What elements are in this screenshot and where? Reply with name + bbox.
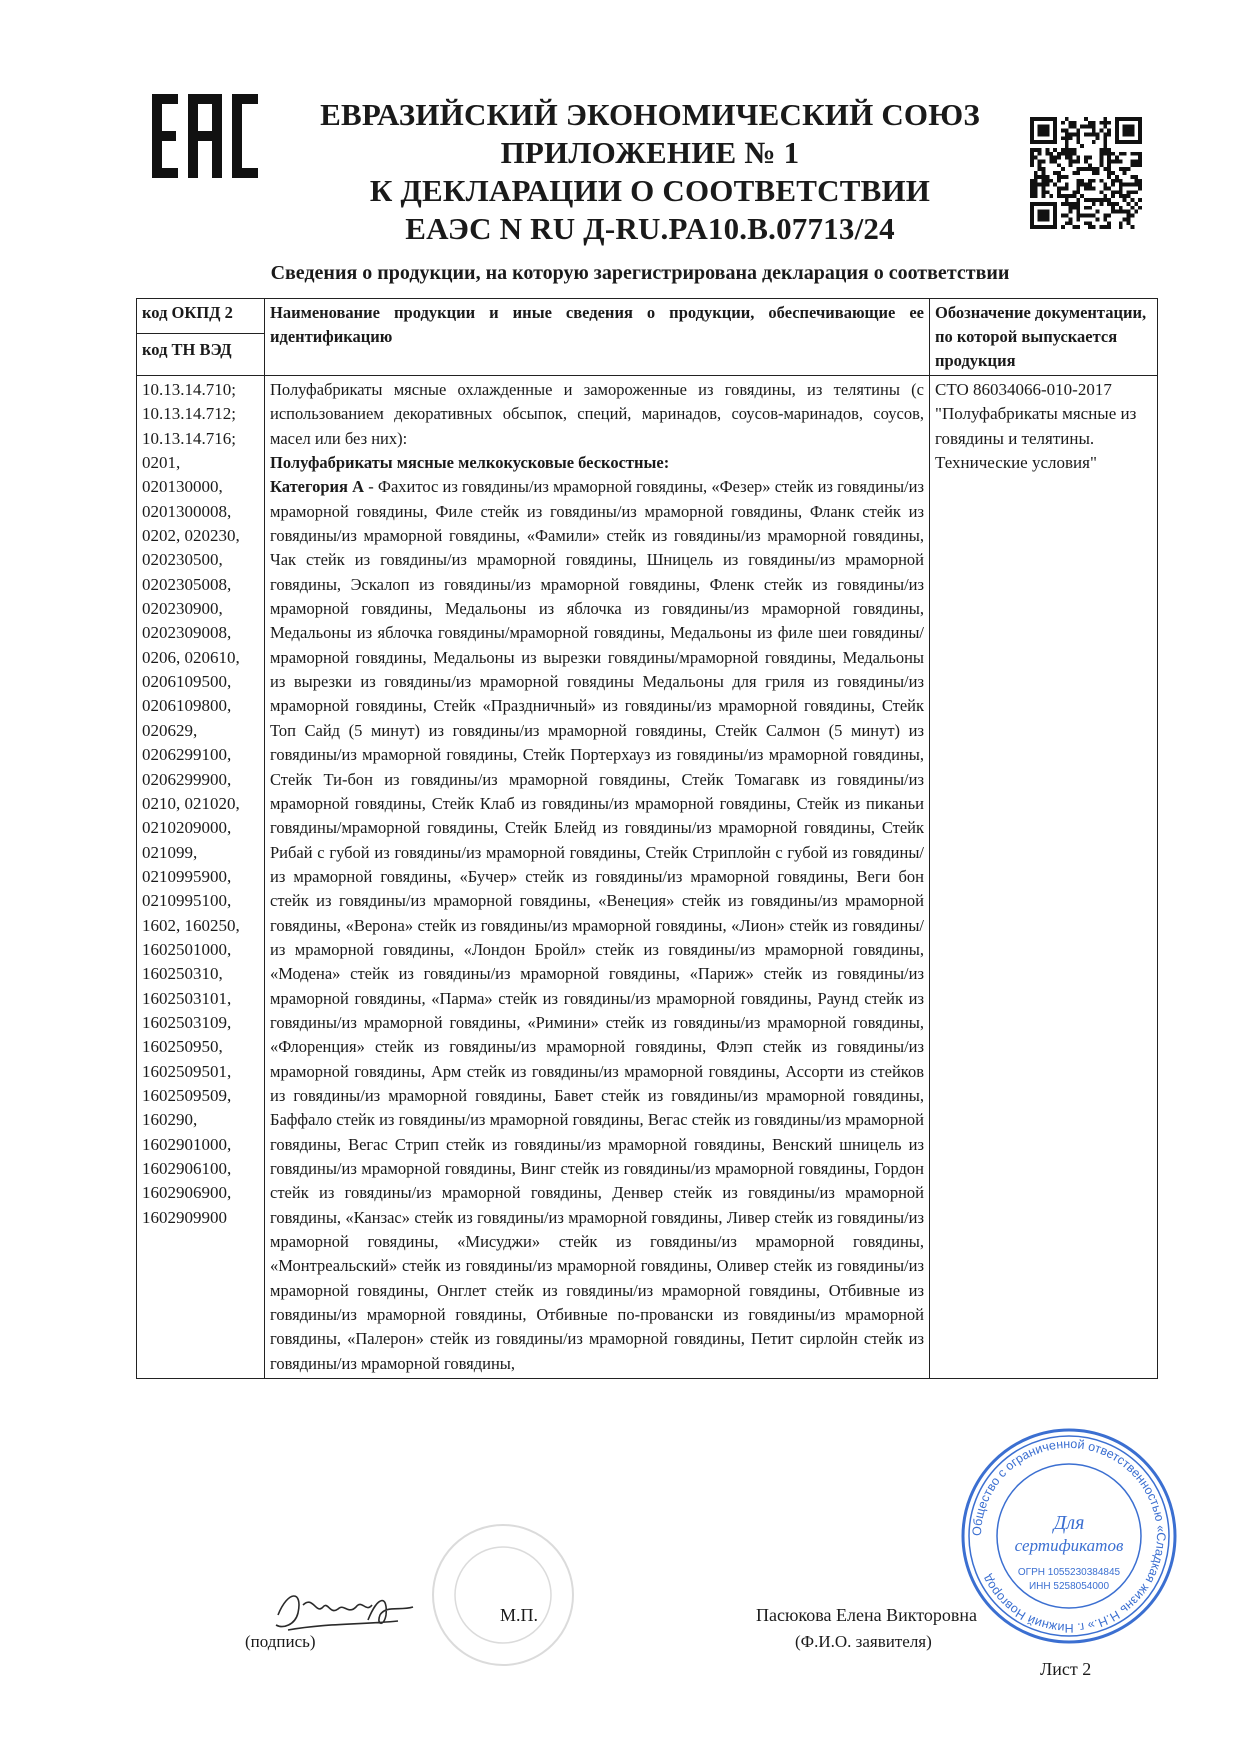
qr-code-icon [1027, 117, 1145, 229]
product-group-title: Полуфабрикаты мясные мелкокусковые бескостные: [270, 453, 670, 473]
category-label: Категория А [270, 477, 365, 497]
declaration-table [136, 298, 1158, 1379]
title-line-2: ПРИЛОЖЕНИЕ № 1 [500, 135, 800, 170]
table-row [137, 376, 1158, 1379]
title-line-1: ЕВРАЗИЙСКИЙ ЭКОНОМИЧЕСКИЙ СОЮЗ [320, 97, 980, 132]
company-stamp-icon [958, 1425, 1180, 1647]
product-description [265, 376, 930, 1379]
product-intro: Полуфабрикаты мясные охлажденные и замороженные из говядины, из телятины (с использованием декоративных обсыпок, специй, маринадов, соусов-маринадов, соусов, масел или без них): [270, 380, 924, 448]
eac-logo-icon [150, 90, 260, 182]
seal-placeholder: М.П. [500, 1605, 539, 1625]
signature-label: (подпись) [245, 1632, 316, 1651]
header-tnved: код ТН ВЭД [137, 333, 264, 362]
document-title [280, 96, 1020, 248]
product-category [270, 475, 924, 1376]
stamp-center-line1: Для [1053, 1512, 1085, 1534]
applicant-label: (Ф.И.О. заявителя) [795, 1632, 932, 1651]
stamp-ogrn: ОГРН 1055230384845 [1017, 1567, 1121, 1578]
product-codes: 10.13.14.710; 10.13.14.712; 10.13.14.716; 0201, 020130000, 0201300008, 0202, 020230, 020230500, 0202305008, 020230900, 0202309008, 0206, 020610, 0206109500, 0206109800, 020629, 0206299100, 0206299900, 0210, 021020, 0210209000, 021099, 0210995900, 0210995100, 1602, 160250, 1602501000, 160250310, 1602503101, 1602503109, 160250950, 1602509501, 1602509509, 160290, 1602901000, 1602906100, 1602906900, 1602909900 [137, 376, 265, 1379]
applicant-name: Пасюкова Елена Викторовна [756, 1605, 977, 1625]
eac-logo [150, 90, 260, 182]
stamp-ring-text: Общество с ограниченной ответственностью «Сладкая жизнь Н.Н.» г. Нижний Новгород [969, 1436, 1169, 1636]
stamp-center-line2: сертификатов [1014, 1536, 1124, 1555]
stamp-inn: ИНН 5258054000 [1028, 1581, 1110, 1592]
header-product-name: Наименование продукции и иные сведения о продукции, обеспечивающие ее идентификацию [265, 299, 930, 376]
sheet-number: Лист 2 [1040, 1659, 1092, 1679]
title-line-3: К ДЕКЛАРАЦИИ О СООТВЕТСТВИИ [369, 173, 931, 208]
header-documentation: Обозначение документации, по которой выпускается продукция [930, 299, 1158, 376]
table-header-row [137, 299, 1158, 376]
qr-code [1027, 117, 1145, 229]
category-text: - Фахитос из говядины/из мраморной говядины, «Фезер» стейк из говядины/из мраморной говядины, Филе стейк из говядины/из мраморной говядины, Фланк стейк из говядины/из мраморной говядины, «Фамили» стейк из говядины/из мраморной говядины, Чак стейк из говядины/из мраморной говядины, Шницель из говядины/из мраморной говядины, Эскалоп из говядины/из мраморной говядины, Фленк стейк из говядины/из мраморной говядины, Медальоны из яблочка из говядины/из мраморной говядины, Медальоны из яблочка говядины/мраморной говядины, Медальоны из филе шеи говядины/ мраморной говядины, Медальоны из вырезки говядины/мраморной говядины, Медальоны из вырезки из говядины/из мраморной говядины Медальоны для гриля из говядины/из мраморной говядины, Стейк «Праздничный» из говядины/из мраморной говядины, Стейк Топ Сайд (5 минут) из говядины/из мраморной говядины, Стейк Салмон (5 минут) из говядины/из мраморной говядины, Стейк Портерхауз из говядины/из мраморной говядины, Стейк Ти-бон из говядины/из мраморной говядины, Стейк Томагавк из говядины/из мраморной говядины, Стейк Клаб из говядины/из мраморной говядины, Стейк из пиканьи говядины/мраморной говядины, Стейк Блейд из говядины/из мраморной говядины, Стейк Рибай с губой из говядины/из мраморной говядины, Стейк Стриплойн с губой из говядины/из мраморной говядины, «Бучер» стейк из говядины/из мраморной говядины, Веги бон стейк из говядины/из мраморной говядины, «Венеция» стейк из говядины/из мраморной говядины, «Верона» стейк из говядины/из мраморной говядины, «Лион» стейк из говядины/из мраморной говядины, «Лондон Бройл» стейк из говядины/из мраморной говядины, «Модена» стейк из говядины/из мраморной говядины, «Париж» стейк из говядины/из мраморной говядины, «Парма» стейк из говядины/из мраморной говядины, Раунд стейк из говядины/из мраморной говядины, «Римини» стейк из говядины/из мраморной говядины, «Флоренция» стейк из говядины/из мраморной говядины, Флэп стейк из говядины/из мраморной говядины, Арм стейк из говядины/из мраморной говядины, Ассорти из стейков из говядины/из мраморной говядины, Бавет стейк из говядины/из мраморной говядины, Баффало стейк из говядины/из мраморной говядины, Вегас стейк из говядины/из мраморной говядины, Вегас Стрип стейк из говядины/из мраморной говядины, Венский шницель из говядины/из мраморной говядины, Винг стейк из говядины/из мраморной говядины, Гордон стейк из говядины/из мраморной говядины, Денвер стейк из говядины/из мраморной говядины, «Канзас» стейк из говядины/из мраморной говядины, Ливер стейк из говядины/из мраморной говядины, «Мисуджи» стейк из говядины/из мраморной говядины, «Монтреальский» стейк из говядины/из мраморной говядины, Оливер стейк из говядины/из мраморной говядины, Онглет стейк из говядины/из мраморной говядины, Отбивные из говядины/из мраморной говядины, Отбивные по-провански из говядины/из мраморной говядины, «Палерон» стейк из говядины/из мраморной говядины, Петит сирлойн стейк из говядины/из мраморной говядины, [270, 477, 924, 1373]
subtitle: Сведения о продукции, на которую зарегистрирована декларация о соответствии [270, 262, 1010, 284]
faint-company-stamp-icon [428, 1520, 578, 1670]
title-line-4: ЕАЭС N RU Д-RU.PA10.B.07713/24 [405, 211, 895, 246]
product-documentation: СТО 86034066-010-2017 "Полуфабрикаты мясные из говядины и телятины. Технические условия" [930, 376, 1158, 1379]
company-stamp [958, 1425, 1180, 1647]
handwritten-signature [268, 1585, 418, 1633]
header-okpd: код ОКПД 2 [142, 303, 233, 322]
header-codes-cell [137, 299, 265, 376]
